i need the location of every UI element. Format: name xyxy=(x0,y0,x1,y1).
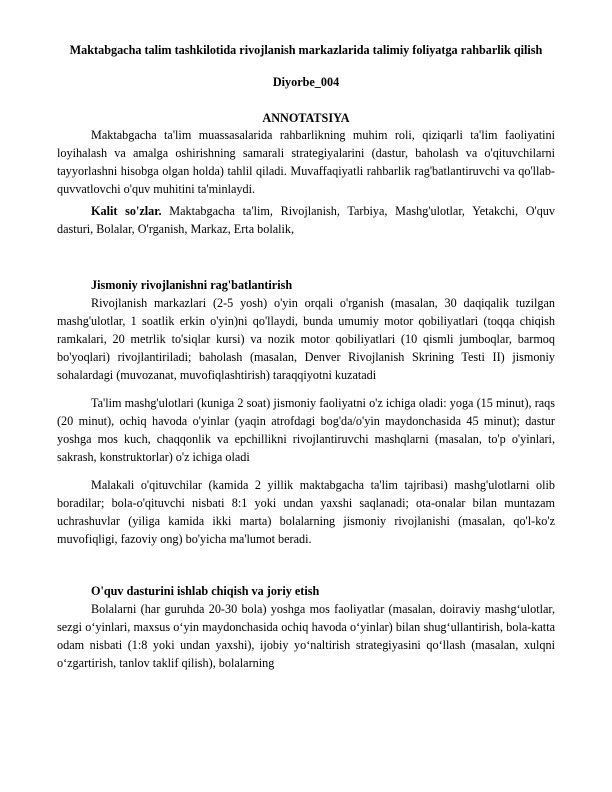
section1-paragraph-1: Rivojlanish markazlari (2-5 yosh) o'yin orqali o'rganish (masalan, 30 daqiqalik tuzilgan mashg'ulotlar, 1 soatlik erkin o'yin)ni qo'llaydi, bunda umumiy motor qobiliyatlari (toqqa chiqish ramkalari, 20 metrlik to'siqlar kursi) va nozik motor qobiliyatlari (10 qismli jumboqlar, barmoq bo'yoqlari) rivojlantiriladi; baholash (masalan, Denver Rivojlanish Skrining Testi II) jismoniy sohalardagi (muvozanat, muvofiqlashtirish) taraqqiyotni kuzatadi xyxy=(57,296,555,382)
section-heading-physical: Jismoniy rivojlanishni rag'batlantirish xyxy=(91,278,293,292)
annotation-heading: ANNOTATSIYA xyxy=(262,111,350,125)
keywords-label: Kalit so'zlar. xyxy=(91,204,162,218)
author-name: Diyorbe_004 xyxy=(272,75,340,89)
annotation-text: Maktabgacha ta'lim muassasalarida rahbarlikning muhim roli, qiziqarli ta'lim faoliyatini loyihalash va amalga oshirishning samarali strategiyalarini (dastur, baholash va o'qituvchilarni tayyorlashni hisobga olgan holda) tahlil qiladi. Muvaffaqiyatli rahbarlik rag'batlantiruvchi va qo'llab-quvvatlovchi o'quv muhitini ta'minlaydi. xyxy=(57,128,555,196)
section1-paragraph-3: Malakali o'qituvchilar (kamida 2 yillik maktabgacha ta'lim tajribasi) mashg'ulotlarni olib boradilar; bola-o'qituvchi nisbati 8:1 yoki undan yaxshi saqlanadi; ota-onalar bilan muntazam uchrashuvlar (yiliga kamida ikki marta) bolalarning jismoniy rivojlanishi (masalan, qo'l-ko'z muvofiqligi, fazoviy ong) bo'yicha ma'lumot beradi. xyxy=(57,478,555,546)
section2-paragraph-1: Bolalarni (har guruhda 20-30 bola) yoshga mos faoliyatlar (masalan, doiraviy mashg‘ulotlar, sezgi o‘yinlari, maxsus o‘yin maydonchasida ochiq havoda o‘yinlar) bilan shug‘ullantirish, bola-katta odam nisbati (1:8 yoki undan yaxshi), ijobiy yo‘naltirish strategiyasini qo‘llash (masalan, xulqni o‘zgartirish, tanlov taklif qilish), bolalarning xyxy=(57,602,555,670)
paper-title: Maktabgacha talim tashkilotida rivojlanish markazlarida talimiy foliyatga rahbarlik qilish xyxy=(69,43,543,57)
section1-paragraph-2: Ta'lim mashg'ulotlari (kuniga 2 soat) jismoniy faoliyatni o'z ichiga oladi: yoga (15 minut), raqs (20 minut), ochiq havoda o'yinlar (yaqin atrofdagi bog'da/o'yin maydonchasida 45 minut); dastur yoshga mos kuch, chaqqonlik va epchillikni rivojlantiruvchi mashqlarni (masalan, to'p o'yinlari, sakrash, konstruktorlar) o'z ichiga oladi xyxy=(57,396,555,464)
section-heading-curriculum: O'quv dasturini ishlab chiqish va joriy etish xyxy=(91,584,320,598)
keywords-text: Maktabgacha ta'lim, Rivojlanish, Tarbiya, Mashg'ulotlar, Yetakchi, O'quv dasturi, Bolalar, O'rganish, Markaz, Erta bolalik, xyxy=(57,204,555,236)
keywords-paragraph xyxy=(57,202,555,238)
